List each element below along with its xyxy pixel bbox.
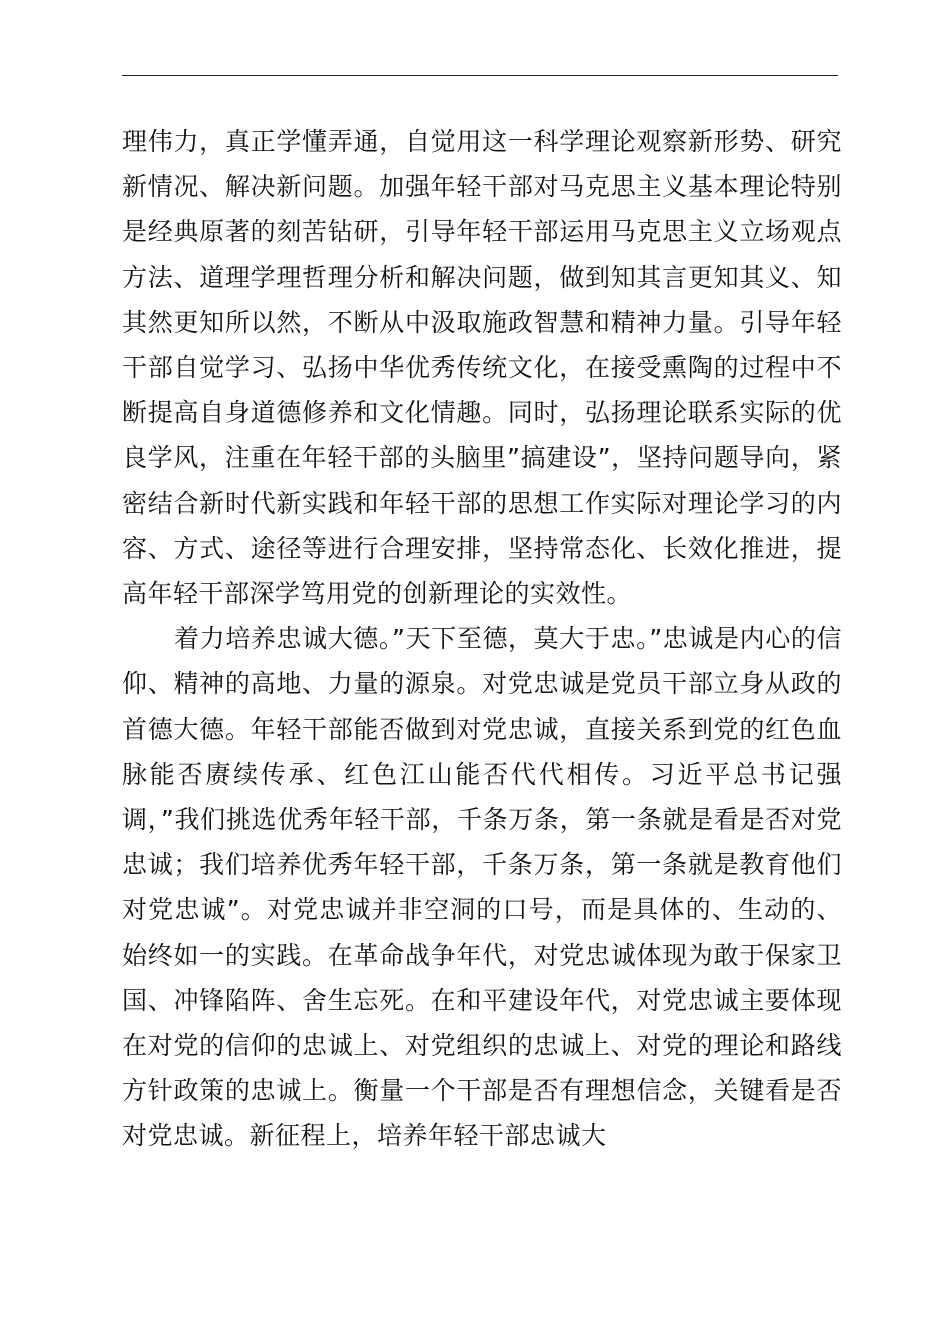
- header-rule: [122, 75, 838, 76]
- body-text: [122, 119, 842, 1159]
- paragraph-theory-study: 理伟力，真正学懂弄通，自觉用这一科学理论观察新形势、研究新情况、解决新问题。加强年轻干部对马克思主义基本理论特别是经典原著的刻苦钻研，引导年轻干部运用马克思主义立场观点方法、道理学理哲理分析和解决问题，做到知其言更知其义、知其然更知所以然，不断从中汲取施政智慧和精神力量。引导年轻干部自觉学习、弘扬中华优秀传统文化，在接受熏陶的过程中不断提高自身道德修养和文化情趣。同时，弘扬理论联系实际的优良学风，注重在年轻干部的头脑里”搞建设”，坚持问题导向，紧密结合新时代新实践和年轻干部的思想工作实际对理论学习的内容、方式、途径等进行合理安排，坚持常态化、长效化推进，提高年轻干部深学笃用党的创新理论的实效性。: [122, 127, 842, 609]
- paragraph-loyalty: 着力培养忠诚大德。”天下至德，莫大于忠。”忠诚是内心的信仰、精神的高地、力量的源泉。对党忠诚是党员干部立身从政的首德大德。年轻干部能否做到对党忠诚，直接关系到党的红色血脉能否赓续传承、红色江山能否代代相传。习近平总书记强调，”我们挑选优秀年轻干部，千条万条，第一条就是看是否对党忠诚；我们培养优秀年轻干部，千条万条，第一条就是教育他们对党忠诚”。对党忠诚并非空洞的口号，而是具体的、生动的、始终如一的实践。在革命战争年代，对党忠诚体现为敢于保家卫国、冲锋陷阵、舍生忘死。在和平建设年代，对党忠诚主要体现在对党的信仰的忠诚上、对党组织的忠诚上、对党的理论和路线方针政策的忠诚上。衡量一个干部是否有理想信念，关键看是否对党忠诚。新征程上，培养年轻干部忠诚大: [122, 624, 842, 1151]
